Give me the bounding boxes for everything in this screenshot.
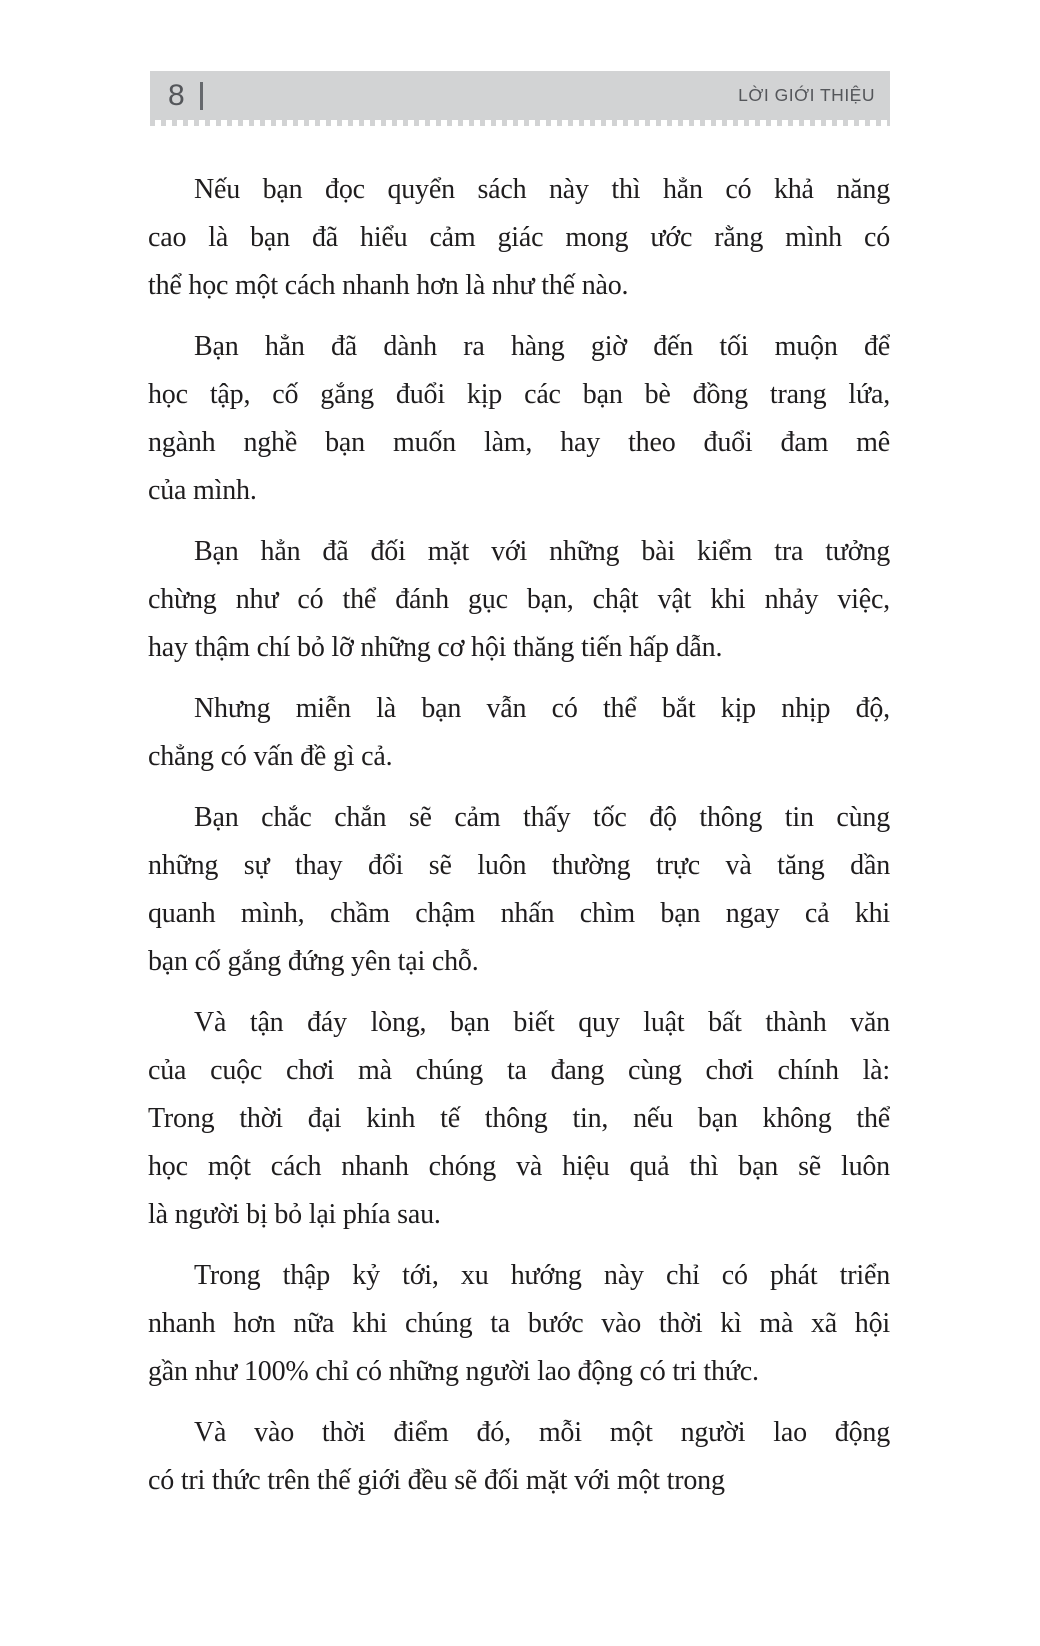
text-line: những sự thay đổi sẽ luôn thường trực và tăng dần	[148, 850, 890, 881]
text-line: gần như 100% chỉ có những người lao động có tri thức.	[148, 1356, 759, 1387]
text-line: Nhưng miễn là bạn vẫn có thể bắt kịp nhịp độ,	[194, 693, 890, 724]
text-line: của cuộc chơi mà chúng ta đang cùng chơi chính là:	[148, 1055, 890, 1086]
text-line: Bạn chắc chắn sẽ cảm thấy tốc độ thông tin cùng	[194, 802, 890, 833]
text-line: Bạn hẳn đã dành ra hàng giờ đến tối muộn để	[194, 331, 890, 362]
header-bar	[150, 71, 890, 120]
text-line: là người bị bỏ lại phía sau.	[148, 1199, 441, 1230]
paragraph	[148, 999, 890, 1239]
text-line: Và vào thời điểm đó, mỗi một người lao động	[194, 1417, 890, 1448]
body-text	[148, 166, 890, 1505]
text-line: Và tận đáy lòng, bạn biết quy luật bất thành văn	[194, 1007, 890, 1038]
text-line: chừng như có thể đánh gục bạn, chật vật khi nhảy việc,	[148, 584, 890, 615]
deckle-edge	[150, 120, 890, 126]
text-line: Trong thập kỷ tới, xu hướng này chỉ có phát triển	[194, 1260, 890, 1291]
paragraph	[148, 1252, 890, 1396]
text-line: có tri thức trên thế giới đều sẽ đối mặt với một trong	[148, 1465, 725, 1496]
text-line: ngành nghề bạn muốn làm, hay theo đuổi đam mê	[148, 427, 890, 458]
text-line: quanh mình, chầm chậm nhấn chìm bạn ngay cả khi	[148, 898, 890, 929]
page-number-divider	[200, 82, 203, 110]
text-line: Trong thời đại kinh tế thông tin, nếu bạn không thể	[148, 1103, 890, 1134]
paragraph	[148, 794, 890, 986]
text-line: hay thậm chí bỏ lỡ những cơ hội thăng tiến hấp dẫn.	[148, 632, 723, 663]
text-line: nhanh hơn nữa khi chúng ta bước vào thời kì mà xã hội	[148, 1308, 890, 1339]
text-line: thể học một cách nhanh hơn là như thế nào.	[148, 270, 629, 301]
paragraph	[148, 1409, 890, 1505]
page-header	[150, 71, 890, 126]
text-line: bạn cố gắng đứng yên tại chỗ.	[148, 946, 479, 977]
text-line: của mình.	[148, 475, 257, 506]
paragraph	[148, 685, 890, 781]
text-line: cao là bạn đã hiểu cảm giác mong ước rằng mình có	[148, 222, 890, 253]
text-line: Bạn hẳn đã đối mặt với những bài kiểm tra tưởng	[194, 536, 890, 567]
text-line: học một cách nhanh chóng và hiệu quả thì bạn sẽ luôn	[148, 1151, 890, 1182]
paragraph	[148, 323, 890, 515]
paragraph	[148, 528, 890, 672]
text-line: Nếu bạn đọc quyển sách này thì hẳn có khả năng	[194, 174, 890, 205]
running-title: LỜI GIỚI THIỆU	[738, 84, 875, 105]
text-line: học tập, cố gắng đuổi kịp các bạn bè đồng trang lứa,	[148, 379, 890, 410]
paragraph	[148, 166, 890, 310]
text-line: chẳng có vấn đề gì cả.	[148, 741, 393, 772]
page-number: 8	[168, 78, 185, 112]
